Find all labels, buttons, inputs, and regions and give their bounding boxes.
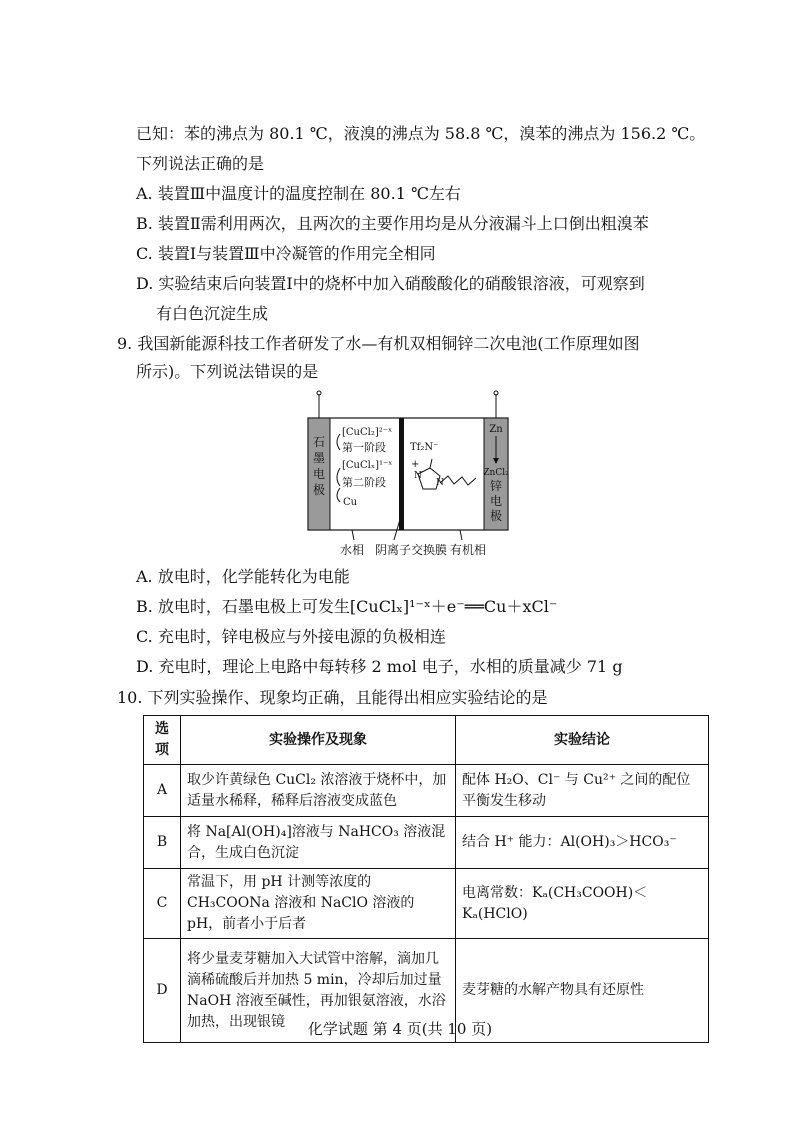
row-operation: 常温下，用 pH 计测等浓度的 CH₃COONa 溶液和 NaClO 溶液的 pH，前者小于后者 <box>181 869 456 939</box>
zinc-label-1: 锌 <box>489 479 503 493</box>
q8-option-d-continued: 有白色沉淀生成 <box>156 304 269 323</box>
n-label-2: N <box>436 478 444 488</box>
header-conclusion: 实验结论 <box>456 716 709 765</box>
stage2-label: 第二阶段 <box>342 476 386 489</box>
q8-option-b: B. 装置Ⅱ需利用两次，且两次的主要作用均是从分液漏斗上口倒出粗溴苯 <box>136 214 649 233</box>
q9-stem-line1: 9. 我国新能源科技工作者研发了水—有机双相铜锌二次电池(工作原理如图 <box>117 334 640 353</box>
water-phase-pointer <box>352 530 354 540</box>
zncl2-label: ZnCl₂ <box>483 468 509 478</box>
zn-label: Zn <box>489 424 503 435</box>
q9-option-a: A. 放电时，化学能转化为电能 <box>136 567 350 586</box>
q9-option-c: C. 充电时，锌电极应与外接电源的负极相连 <box>136 627 446 646</box>
methyl-bond <box>430 459 432 468</box>
row-conclusion: 配体 H₂O、Cl⁻ 与 Cu²⁺ 之间的配位平衡发生移动 <box>456 765 709 817</box>
table-row <box>144 869 709 939</box>
table-row <box>144 765 709 817</box>
species-top: [CuCl₂]²⁻ˣ <box>342 427 393 438</box>
organic-phase-pointer <box>460 530 462 540</box>
battery-diagram <box>290 388 520 563</box>
q8-stem: 下列说法正确的是 <box>136 154 265 173</box>
row-conclusion: 电离常数：Kₐ(CH₃COOH)＜Kₐ(HClO) <box>456 869 709 939</box>
q10-table <box>143 715 709 1043</box>
graphite-label-2: 墨 <box>312 451 326 465</box>
zinc-label-2: 电 <box>489 494 503 508</box>
stage1-label: 第一阶段 <box>342 441 386 454</box>
q9-option-d: D. 充电时，理论上电路中每转移 2 mol 电子，水相的质量减少 71 g <box>136 657 623 676</box>
graphite-label-1: 石 <box>312 435 326 449</box>
row-option: C <box>144 869 181 939</box>
stage1-arrow <box>337 434 340 450</box>
row-option: B <box>144 817 181 869</box>
row-operation: 取少许黄绿色 CuCl₂ 浓溶液于烧杯中，加适量水稀释，稀释后溶液变成蓝色 <box>181 765 456 817</box>
row-option: A <box>144 765 181 817</box>
graphite-label-4: 极 <box>312 483 326 497</box>
q8-option-a: A. 装置Ⅲ中温度计的温度控制在 80.1 ℃左右 <box>136 184 461 203</box>
organic-phase-label: 有机相 <box>450 543 487 557</box>
q8-known-text: 已知：苯的沸点为 80.1 ℃，液溴的沸点为 58.8 ℃，溴苯的沸点为 156.2 ℃。 <box>136 124 706 143</box>
table-header-row <box>144 716 709 765</box>
zinc-label-3: 极 <box>489 509 503 523</box>
page-footer: 化学试题 第 4 页(共 10 页) <box>307 1020 493 1038</box>
water-phase-label: 水相 <box>340 543 365 557</box>
cell-outline <box>308 418 508 530</box>
row-operation: 将 Na[Al(OH)₄]溶液与 NaHCO₃ 溶液混合，生成白色沉淀 <box>181 817 456 869</box>
tf2n-label: Tf₂N⁻ <box>410 442 439 453</box>
header-operation: 实验操作及现象 <box>181 716 456 765</box>
row-conclusion: 结合 H⁺ 能力：Al(OH)₃＞HCO₃⁻ <box>456 817 709 869</box>
battery-schematic <box>290 388 520 563</box>
q8-option-c: C. 装置Ⅰ与装置Ⅲ中冷凝管的作用完全相同 <box>136 244 436 263</box>
stage2-arrow <box>337 468 340 486</box>
q10-stem: 10. 下列实验操作、现象均正确，且能得出相应实验结论的是 <box>117 688 548 707</box>
row-conclusion: 麦芽糖的水解产物具有还原性 <box>456 939 709 1043</box>
table-row <box>144 817 709 869</box>
header-option: 选项 <box>144 716 181 765</box>
q8-option-d: D. 实验结束后向装置Ⅰ中的烧杯中加入硝酸酸化的硝酸银溶液，可观察到 <box>136 274 645 293</box>
n-label-1: N <box>414 471 422 481</box>
membrane-label: 阴离子交换膜 <box>375 543 448 557</box>
butyl-chain <box>440 476 476 485</box>
cu-label: Cu <box>343 497 358 508</box>
graphite-label-3: 电 <box>312 467 326 481</box>
q9-option-b: B. 放电时，石墨电极上可发生[CuClₓ]¹⁻ˣ＋e⁻══Cu＋xCl⁻ <box>136 597 558 616</box>
row-option: D <box>144 939 181 1043</box>
plus-label: + <box>411 459 420 470</box>
q9-stem-line2: 所示)。下列说法错误的是 <box>136 362 319 381</box>
membrane <box>399 418 404 530</box>
cu-arrow <box>337 488 340 502</box>
species-mid: [CuClₓ]¹⁻ˣ <box>342 460 393 471</box>
row-operation: 将少量麦芽糖加入大试管中溶解，滴加几滴稀硫酸后并加热 5 min，冷却后加过量 NaOH 溶液至碱性，再加银氨溶液，水浴加热，出现银镜 <box>181 939 456 1043</box>
